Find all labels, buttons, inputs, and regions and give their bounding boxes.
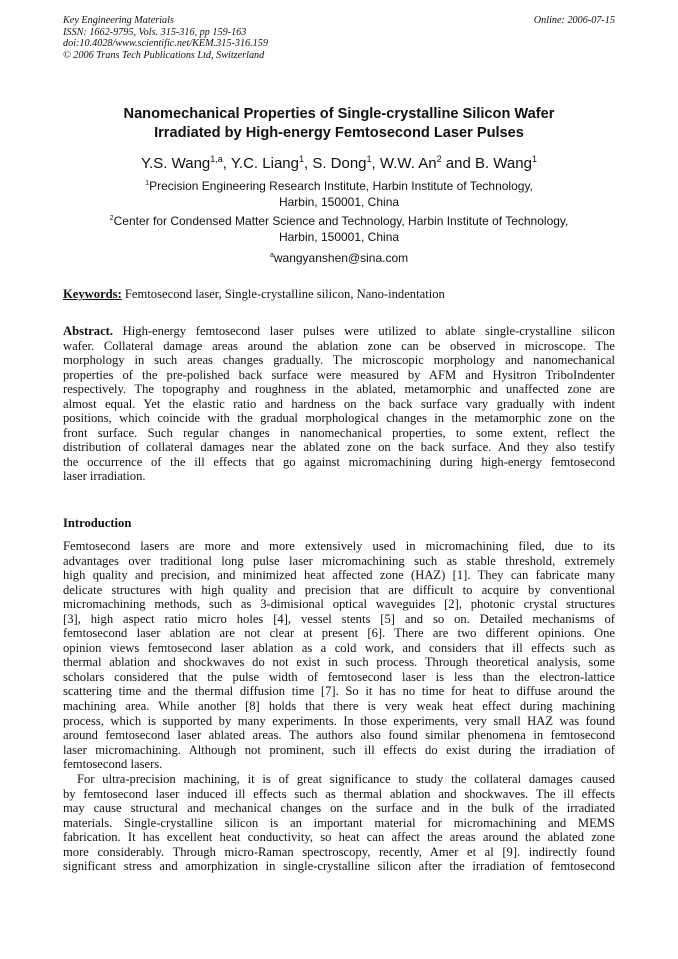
issn-line: ISSN: 1662-9795, Vols. 315-316, pp 159-163 — [63, 26, 247, 38]
section-heading-introduction: Introduction — [63, 516, 132, 530]
author-sep: , — [222, 155, 231, 172]
intro-line: materials. Single-crystalline silicon is an important material for micromachining and MEMS — [63, 815, 615, 830]
author-name: W.W. An — [379, 155, 437, 172]
intro-line: may cause structural and mechanical changes on the surface and in the bulk of the irradiated — [63, 801, 615, 816]
intro-paragraph-1 — [63, 539, 615, 772]
intro-line: femtosecond lasers. — [63, 757, 163, 772]
doi-line[interactable]: doi:10.4028/www.scientific.net/KEM.315-316.159 — [63, 38, 268, 50]
intro-paragraph-2 — [63, 772, 615, 874]
online-date: Online: 2006-07-15 — [533, 15, 615, 26]
abstract-line: properties of the pre-polished back surface were measured by AFM and Hysitron TriboIndenter — [63, 367, 615, 382]
abstract-line: almost equal. Yet the elastic ratio and hardness on the back surface vary gradually with indent — [63, 396, 615, 411]
keywords-label: Keywords: — [63, 287, 122, 301]
intro-line: opinion views femtosecond laser ablation as a cold work, and considers that ill effects such as — [63, 640, 615, 655]
intro-line: machining area. While another [8] holds that there is very weak heat effect during machining — [63, 699, 615, 714]
author-sup: 1 — [298, 154, 304, 164]
abstract-label: Abstract. — [63, 324, 114, 338]
intro-line: process, which is supported by many experiments. In those experiments, very small HAZ was found — [63, 713, 615, 728]
intro-line: For ultra-precision machining, it is of great significance to study the collateral damages caused — [77, 772, 615, 786]
abstract-line — [63, 324, 615, 339]
keywords-line — [63, 287, 615, 302]
title-line-2: Irradiated by High-energy Femtosecond Laser Pulses — [154, 125, 524, 141]
affiliation-sup: 1 — [145, 178, 150, 187]
author-email — [63, 251, 615, 267]
abstract-line: respectively. The topography and roughness in the ablated, metamorphic and unaffected zone are — [63, 382, 615, 397]
abstract-line: morphology in such areas changes gradually. The microscopic morphology and nanomechanical — [63, 353, 615, 368]
intro-line: [3], high aspect ratio micro holes [4], vessel stents [5] and so on. Detailed mechanisms of — [63, 611, 615, 626]
author-name: Y.S. Wang — [141, 155, 211, 172]
intro-line: scholars considered that the pulse width of femtosecond laser is less than the electron-lattice — [63, 669, 615, 684]
intro-line: fabrication. It has excellent heat conductivity, so heat can affect the areas around the ablated zone — [63, 830, 615, 845]
affiliation-line: Harbin, 150001, China — [278, 229, 400, 244]
affiliation-text: Precision Engineering Research Institute, Harbin Institute of Technology, — [149, 179, 533, 193]
abstract-text: High-energy femtosecond laser pulses were utilized to ablate single-crystalline silicon — [122, 324, 615, 338]
intro-line: laser micromachining. Although not prominent, such ill effects do exist during the irradiation of — [63, 742, 615, 757]
affiliation-line: Harbin, 150001, China — [278, 194, 400, 209]
keywords-text: Femtosecond laser, Single-crystalline silicon, Nano-indentation — [124, 287, 445, 301]
abstract-line: front surface. Such regular changes in nanomechanical properties, to some extent, reflect the — [63, 425, 615, 440]
author-sup: 1 — [366, 154, 372, 164]
abstract-line: wafer. Collateral damage areas around the ablation zone can be observed in microscope. The — [63, 338, 615, 353]
email-address[interactable]: wangyanshen@sina.com — [273, 251, 409, 265]
intro-line: by femtosecond laser induced ill effects such as thermal ablation and shockwaves. The ill effects — [63, 786, 615, 801]
affiliation-1 — [63, 179, 615, 210]
author-list — [63, 155, 615, 173]
intro-line: thermal ablation and shockwaves do not exist in such process. Through theoretical analysis, some — [63, 655, 615, 670]
intro-line: significant stress and amorphization in single-crystalline silicon after the irradiation of femtosecond — [63, 859, 615, 874]
author-sep: , — [371, 155, 380, 172]
author-sup: 2 — [436, 154, 442, 164]
abstract-line: the occurrence of the ill effects that go against micromachining during high-energy femtosecond — [63, 454, 615, 469]
affiliation-line — [63, 214, 615, 230]
abstract — [63, 324, 615, 484]
author-name: B. Wang — [474, 155, 532, 172]
journal-name: Key Engineering Materials — [63, 15, 174, 26]
journal-header — [63, 15, 268, 61]
intro-line: delicate structures with high quality and precision that are difficult to acquire by conventional — [63, 582, 615, 597]
intro-line: more considerably. Through micro-Raman spectroscopy, recently, Amer et al [9]. indirectly found — [63, 844, 615, 859]
abstract-line: laser irradiation. — [63, 469, 146, 484]
intro-line: Femtosecond lasers are more and more extensively used in micromachining filed, due to its — [63, 539, 615, 553]
affiliation-text: Center for Condensed Matter Science and Technology, Harbin Institute of Technology, — [113, 214, 569, 228]
author-sep: and — [441, 155, 475, 172]
intro-line: around femtosecond laser ablated areas. The authors also found similar phenomena in femtosecond — [63, 728, 615, 743]
author-sep: , — [303, 155, 313, 172]
intro-line: micromachining methods, such as 3-dimisional optical waveguides [2], photonic crystal structures — [63, 597, 615, 612]
author-name: Y.C. Liang — [230, 155, 299, 172]
abstract-line: distribution of collateral damages near the ablated zone on the back surface. And they also testify — [63, 440, 615, 455]
copyright-line: © 2006 Trans Tech Publications Ltd, Switzerland — [63, 49, 265, 61]
affiliation-2 — [63, 214, 615, 245]
abstract-line: positions, which coincide with the gradual morphological changes in the metamorphic zone on the — [63, 411, 615, 426]
author-name: S. Dong — [312, 155, 367, 172]
intro-line: scattering time and the thermal diffusion time [7]. So it has no time for heat to diffuse around the — [63, 684, 615, 699]
title-line-1: Nanomechanical Properties of Single-crystalline Silicon Wafer — [123, 106, 555, 122]
intro-line: femtosecond laser ablation are not clear at present [6]. There are two different opinions. One — [63, 626, 615, 641]
paper-title — [63, 105, 615, 143]
author-sup: 1,a — [210, 154, 223, 164]
author-sup: 1 — [531, 154, 537, 164]
affiliation-sup: 2 — [109, 213, 114, 222]
affiliation-line — [63, 179, 615, 195]
intro-line: advantages over traditional long pulse laser micromachining such as stable threshold, extremely — [63, 553, 615, 568]
email-sup: a — [269, 250, 274, 259]
intro-line: high quality and precision, and minimized heat affected zone (HAZ) [1]. They can fabricate many — [63, 568, 615, 583]
email-line — [63, 251, 615, 267]
